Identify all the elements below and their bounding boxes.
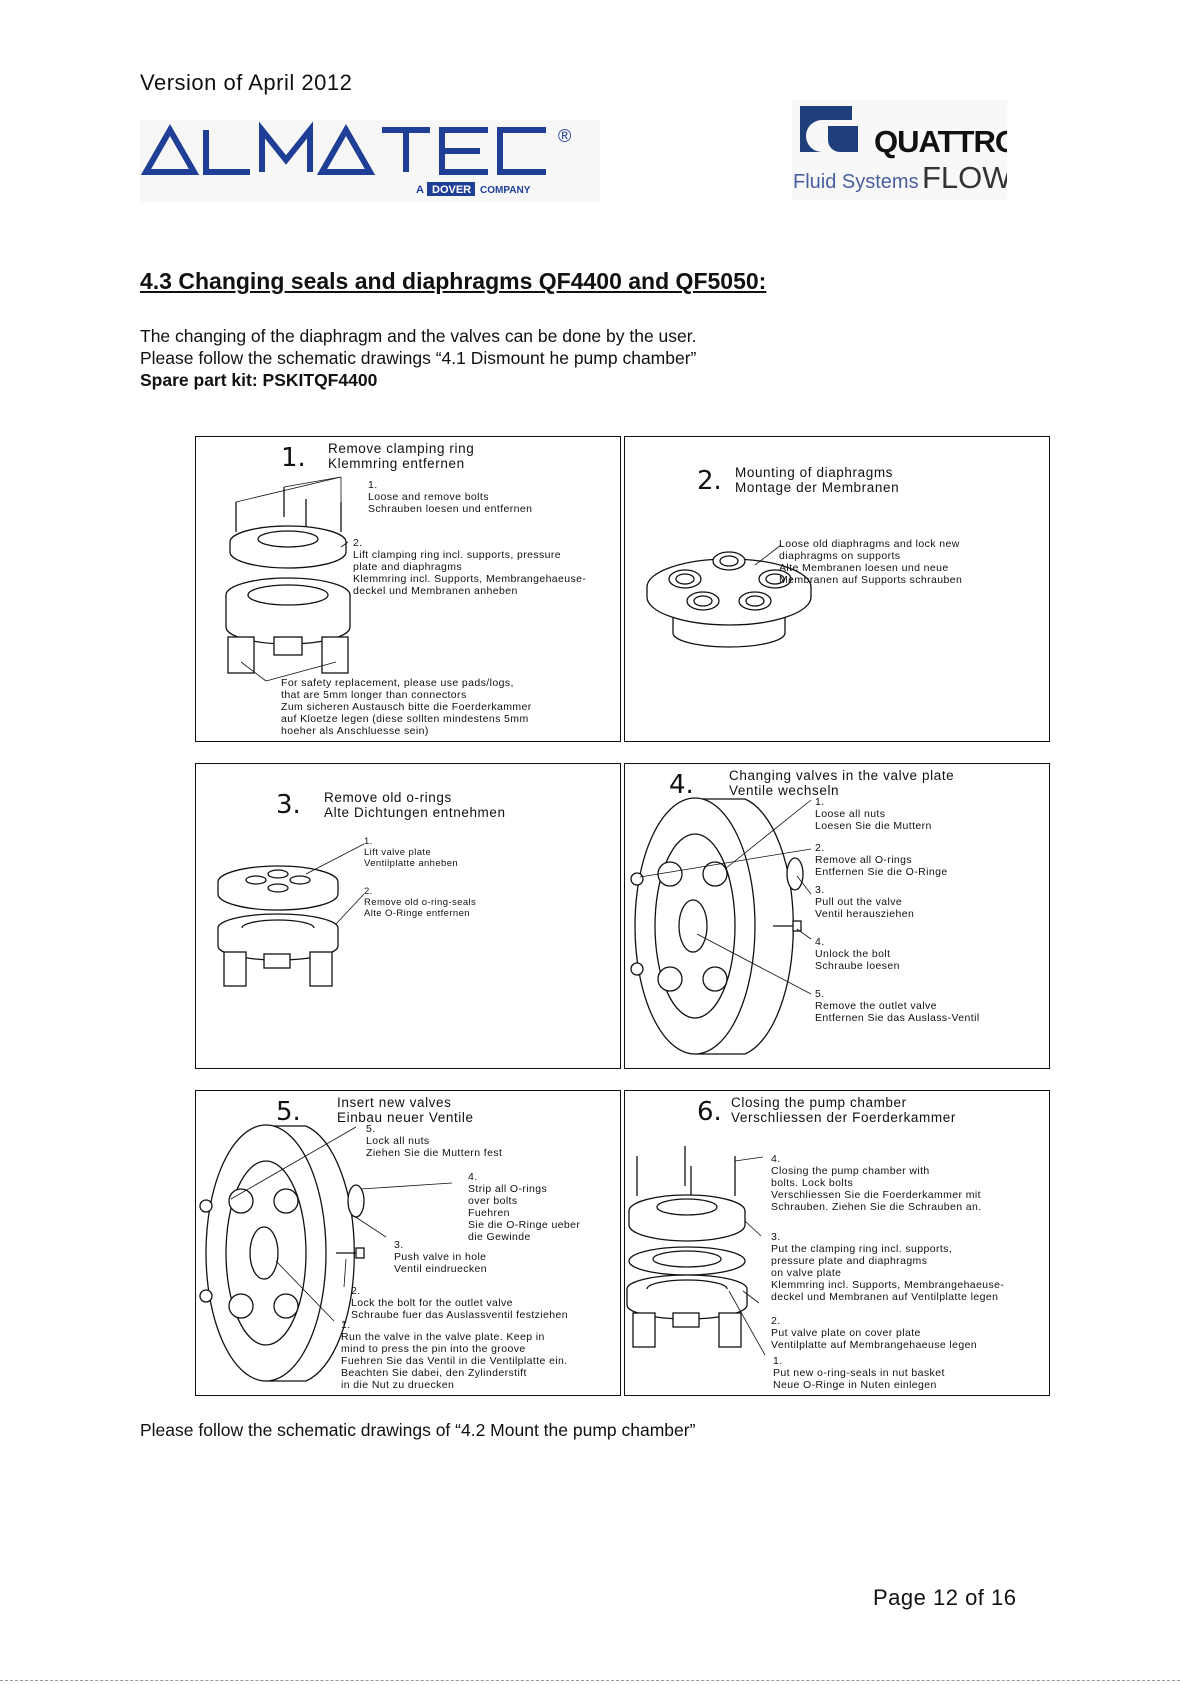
version-text: Version of April 2012 xyxy=(140,70,353,95)
step-note: 5. Remove the outlet valve Entfernen Sie das Auslass-Ventil xyxy=(815,988,980,1024)
step-panel-6 xyxy=(624,1090,1050,1396)
section-title: 4.3 Changing seals and diaphragms QF4400 and QF5050: xyxy=(140,268,767,294)
registered-mark: ® xyxy=(558,126,572,146)
step-number: 6. xyxy=(697,1097,722,1127)
step-note: 3. Push valve in hole Ventil eindruecken xyxy=(394,1239,488,1275)
svg-text:A: A xyxy=(416,184,424,196)
spare-part-kit: Spare part kit: PSKITQF4400 xyxy=(140,370,378,390)
page-number: Page 12 of 16 xyxy=(873,1585,1017,1610)
step-note: 2. Lock the bolt for the outlet valve Schraube fuer das Auslassventil festziehen xyxy=(351,1285,569,1321)
step-note: 2. Remove all O-rings Entfernen Sie die O-Ringe xyxy=(815,842,948,878)
step-title: Changing valves in the valve plate Ventile wechseln xyxy=(729,768,955,798)
step-note: 4. Closing the pump chamber with bolts. Lock bolts Verschliessen Sie die Foerderkammer mit Schrauben. Ziehen Sie die Schrauben an. xyxy=(771,1153,982,1213)
step-note: 4. Strip all O-rings over bolts Fuehren Sie die O-Ringe ueber die Gewinde xyxy=(468,1171,581,1243)
intro-line: Please follow the schematic drawings “4.1 Dismount he pump chamber” xyxy=(140,348,697,368)
step-title: Insert new valves Einbau neuer Ventile xyxy=(337,1095,474,1125)
step-note: 1. Loose all nuts Loesen Sie die Muttern xyxy=(815,796,932,832)
svg-text:DOVER: DOVER xyxy=(432,184,472,196)
step-panel-5 xyxy=(195,1090,621,1396)
step-note: 1. Run the valve in the valve plate. Keep in mind to press the pin into the groove Fuehren Sie das Ventil in die Ventilplatte ein. Beachten Sie dabei, den Zylinderstift in die Nut zu druecken xyxy=(341,1319,568,1391)
step-note: 1. Loose and remove bolts Schrauben loesen und entfernen xyxy=(368,479,533,515)
step-title: Remove clamping ring Klemmring entfernen xyxy=(328,441,475,471)
step-note: 3. Put the clamping ring incl. supports, pressure plate and diaphragms on valve plate Klemmring incl. Supports, Membrangehaeuse- deckel und Membranen auf Ventilplatte legen xyxy=(771,1231,1005,1303)
svg-text:Fluid Systems: Fluid Systems xyxy=(793,171,919,193)
step-number: 1. xyxy=(281,443,306,473)
quattroflow-logo xyxy=(792,100,1007,200)
almatec-logo xyxy=(140,120,600,202)
step-number: 5. xyxy=(276,1097,301,1127)
step-number: 2. xyxy=(697,466,722,496)
step-title: Remove old o-rings Alte Dichtungen entnehmen xyxy=(324,790,506,820)
step-panel-3 xyxy=(195,763,621,1069)
step-number: 3. xyxy=(276,790,301,820)
intro-line: The changing of the diaphragm and the valves can be done by the user. xyxy=(140,326,697,346)
step-panel-2 xyxy=(624,436,1050,742)
step-note: 1. Put new o-ring-seals in nut basket Neue O-Ringe in Nuten einlegen xyxy=(773,1355,945,1391)
step-note: 4. Unlock the bolt Schraube loesen xyxy=(815,936,900,972)
step-title: Closing the pump chamber Verschliessen der Foerderkammer xyxy=(731,1095,956,1125)
step-note: 1. Lift valve plate Ventilplatte anheben xyxy=(364,836,459,869)
svg-text:QUATTRO: QUATTRO xyxy=(874,124,1007,159)
step-panel-4 xyxy=(624,763,1050,1069)
step-number: 4. xyxy=(669,770,694,800)
step-note: 5. Lock all nuts Ziehen Sie die Muttern fest xyxy=(366,1123,503,1159)
step-note: 2. Remove old o-ring-seals Alte O-Ringe entfernen xyxy=(364,886,477,919)
step-title: Mounting of diaphragms Montage der Membranen xyxy=(735,465,900,495)
step-note: 2. Put valve plate on cover plate Ventilplatte auf Membrangehaeuse legen xyxy=(771,1315,978,1351)
step-panel-1 xyxy=(195,436,621,742)
step-note: 3. Pull out the valve Ventil herausziehen xyxy=(815,884,915,920)
step-note: For safety replacement, please use pads/logs, that are 5mm longer than connectors Zum sicheren Austausch bitte die Foerderkammer auf Kloetze legen (diese sollten mindestens 5mm hoeher als Anschluesse sein) xyxy=(281,677,532,737)
step-note: Loose old diaphragms and lock new diaphragms on supports Alte Membranen loesen und neue Membranen auf Supports schrauben xyxy=(779,538,963,586)
svg-text:COMPANY: COMPANY xyxy=(480,185,531,196)
footer-instruction: Please follow the schematic drawings of “4.2 Mount the pump chamber” xyxy=(140,1420,696,1440)
page-bottom-rule xyxy=(0,1680,1180,1681)
step-note: 2. Lift clamping ring incl. supports, pressure plate and diaphragms Klemmring incl. Supports, Membrangehaeuse- deckel und Membranen anheben xyxy=(353,537,587,597)
svg-text:FLOW: FLOW xyxy=(922,160,1007,195)
